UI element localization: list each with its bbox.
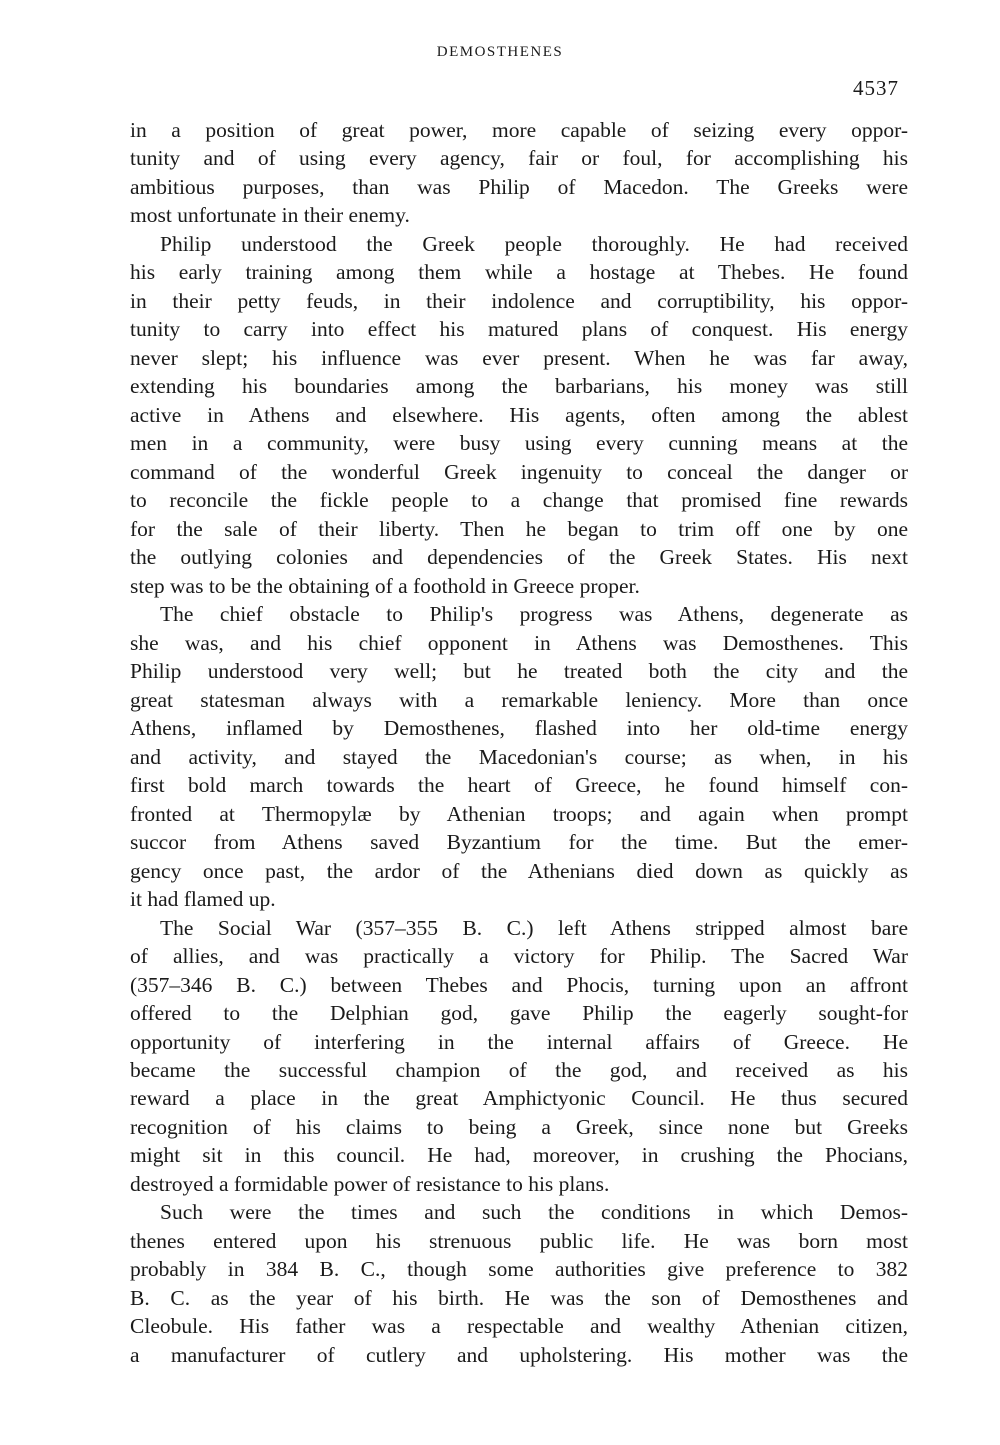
text-line: (357–346 B. C.) between Thebes and Phocis, turning upon an affront — [130, 972, 908, 997]
text-line: first bold march towards the heart of Greece, he found himself con- — [130, 773, 908, 798]
text-line: step was to be the obtaining of a foothold in Greece proper. — [130, 573, 640, 598]
text-line: recognition of his claims to being a Greek, since none but Greeks — [130, 1114, 908, 1139]
text-line: to reconcile the fickle people to a change that promised fine rewards — [130, 488, 908, 513]
text-line: in a position of great power, more capable of seizing every oppor- — [130, 118, 908, 142]
text-line: became the successful champion of the god, and received as his — [130, 1057, 908, 1082]
text-line: Philip understood very well; but he treated both the city and the — [130, 659, 908, 684]
text-line: Philip understood the Greek people thoroughly. He had received — [160, 231, 908, 256]
text-line: probably in 384 B. C., though some authorities give preference to 382 — [130, 1257, 908, 1282]
page-body — [130, 116, 908, 1369]
text-line: never slept; his influence was ever present. When he was far away, — [130, 345, 908, 370]
text-line: ambitious purposes, than was Philip of Macedon. The Greeks were — [130, 174, 908, 199]
text-line: tunity and of using every agency, fair or foul, for accomplishing his — [130, 146, 908, 171]
text-line: most unfortunate in their enemy. — [130, 203, 410, 228]
text-line: it had flamed up. — [130, 887, 276, 912]
text-line: men in a community, were busy using every cunning means at the — [130, 431, 908, 456]
text-line: of allies, and was practically a victory for Philip. The Sacred War — [130, 944, 908, 969]
text-line: fronted at Thermopylæ by Athenian troops; and again when prompt — [130, 801, 908, 826]
text-line: reward a place in the great Amphictyonic Council. He thus secured — [130, 1086, 908, 1111]
text-line: and activity, and stayed the Macedonian's course; as when, in his — [130, 744, 908, 769]
text-line: command of the wonderful Greek ingenuity to conceal the danger or — [130, 459, 908, 484]
text-line: might sit in this council. He had, moreover, in crushing the Phocians, — [130, 1143, 908, 1168]
paragraph — [130, 914, 908, 1199]
text-line: extending his boundaries among the barbarians, his money was still — [130, 374, 908, 399]
paragraph — [130, 116, 908, 230]
text-line: his early training among them while a hostage at Thebes. He found — [130, 260, 908, 285]
text-line: tunity to carry into effect his matured plans of conquest. His energy — [130, 317, 908, 342]
text-line: The Social War (357–355 B. C.) left Athens stripped almost bare — [160, 915, 908, 940]
text-line: for the sale of their liberty. Then he began to trim off one by one — [130, 516, 908, 541]
text-line: offered to the Delphian god, gave Philip the eagerly sought-for — [130, 1001, 908, 1026]
text-line: great statesman always with a remarkable leniency. More than once — [130, 687, 908, 712]
running-header: DEMOSTHENES — [436, 44, 564, 60]
text-line: thenes entered upon his strenuous public life. He was born most — [130, 1228, 908, 1253]
page-number: 4537 — [853, 76, 899, 100]
text-line: the outlying colonies and dependencies of the Greek States. His next — [130, 545, 908, 570]
text-line: Athens, inflamed by Demosthenes, flashed into her old-time energy — [130, 716, 908, 741]
text-line: Such were the times and such the conditions in which Demos- — [160, 1200, 908, 1225]
text-line: succor from Athens saved Byzantium for the time. But the emer- — [130, 830, 908, 855]
paragraph — [130, 230, 908, 600]
text-line: she was, and his chief opponent in Athens was Demosthenes. This — [130, 630, 908, 655]
text-line: a manufacturer of cutlery and upholstering. His mother was the — [130, 1342, 908, 1367]
paragraph — [130, 1198, 908, 1369]
text-line: active in Athens and elsewhere. His agents, often among the ablest — [130, 402, 908, 427]
text-line: destroyed a formidable power of resistance to his plans. — [130, 1171, 610, 1196]
text-line: opportunity of interfering in the internal affairs of Greece. He — [130, 1029, 908, 1054]
text-line: in their petty feuds, in their indolence and corruptibility, his oppor- — [130, 288, 908, 313]
text-line: Cleobule. His father was a respectable and wealthy Athenian citizen, — [130, 1314, 908, 1339]
paragraph — [130, 600, 908, 913]
text-line: The chief obstacle to Philip's progress was Athens, degenerate as — [160, 602, 908, 627]
text-line: gency once past, the ardor of the Athenians died down as quickly as — [130, 858, 908, 883]
text-line: B. C. as the year of his birth. He was the son of Demosthenes and — [130, 1285, 908, 1310]
